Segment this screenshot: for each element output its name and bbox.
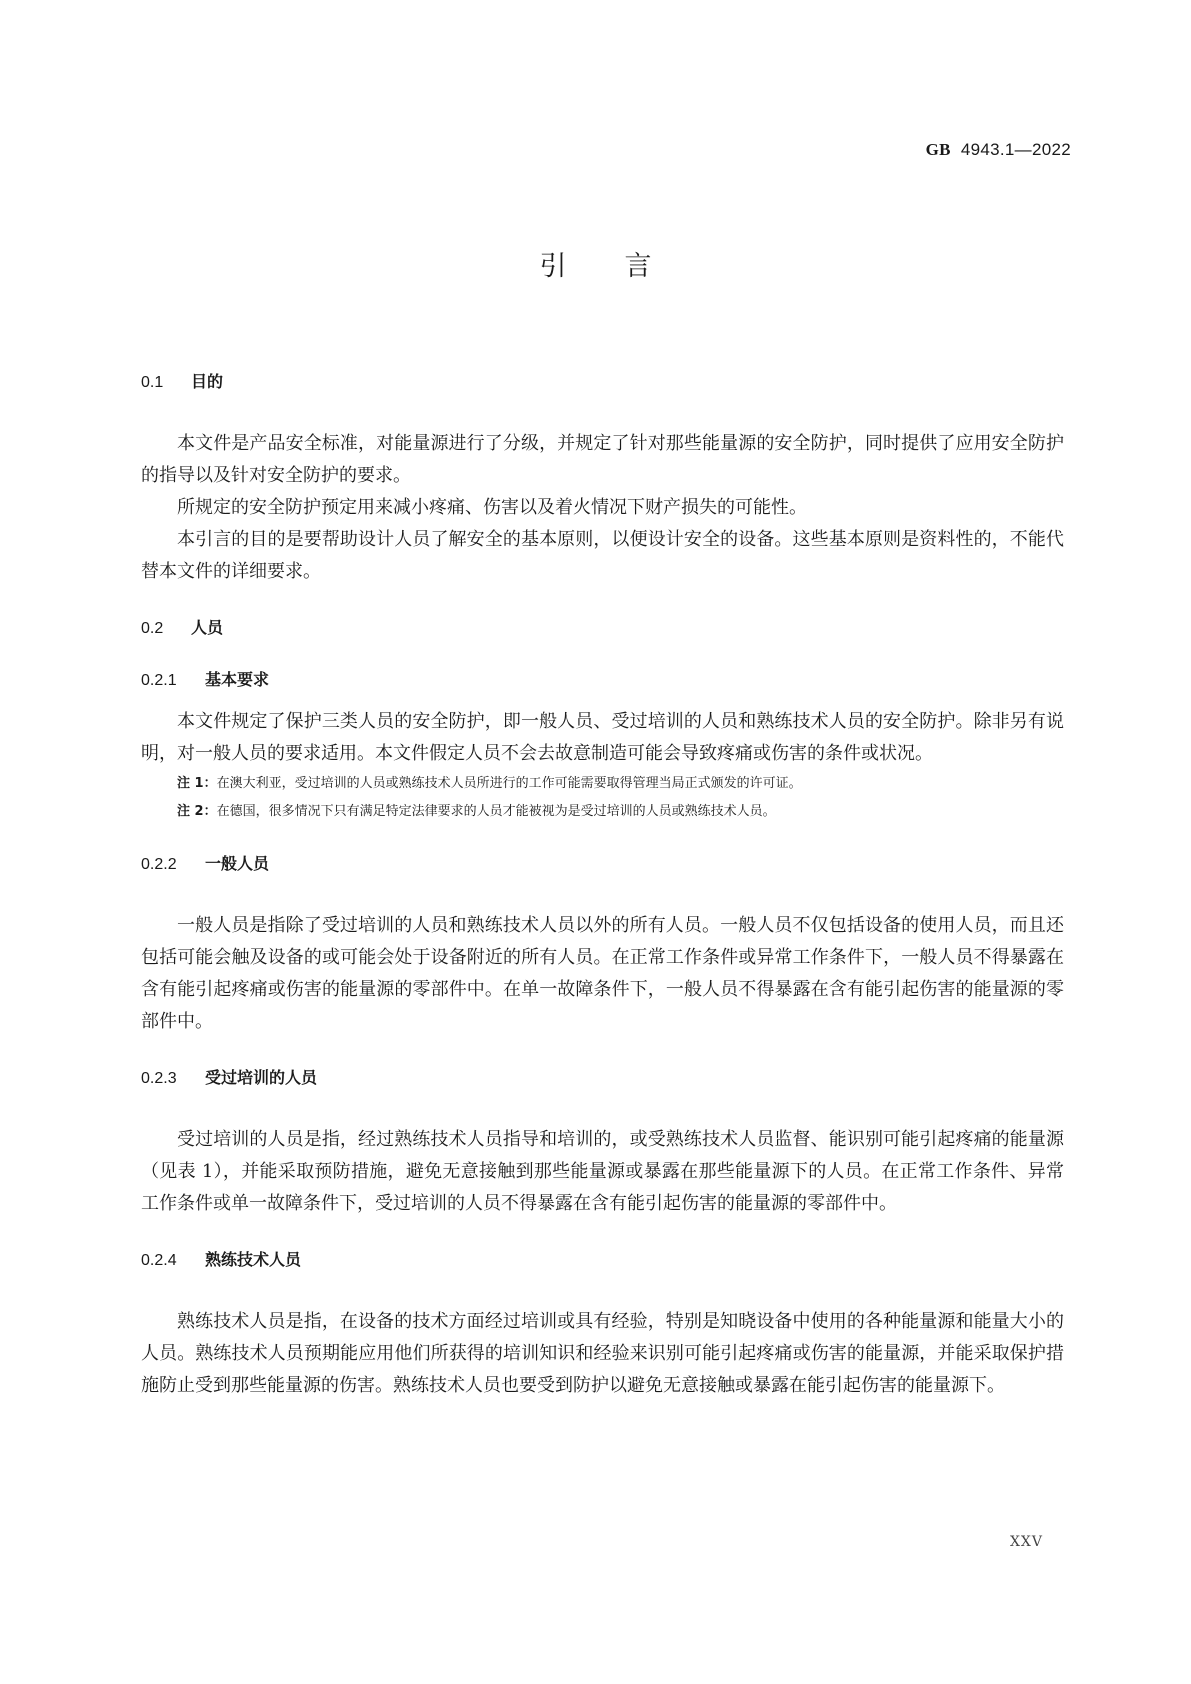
paragraph: 所规定的安全防护预定用来减小疼痛、伤害以及着火情况下财产损失的可能性。 (177, 497, 807, 518)
paragraph: 本文件是产品安全标准，对能量源进行了分级，并规定了针对那些能量源的安全防护，同时提供了应用安全防护的指导以及针对安全防护的要求。 (141, 433, 1064, 486)
standard-code (926, 140, 1071, 160)
section-number: 0.2.1 (141, 672, 177, 689)
section-heading-0-2 (141, 616, 1064, 640)
section-heading-0-2-1 (141, 668, 1064, 692)
section-number: 0.2.3 (141, 1070, 177, 1087)
section-title: 熟练技术人员 (205, 1250, 302, 1269)
note-label: 注 1： (177, 776, 217, 791)
standard-number: 4943.1—2022 (960, 140, 1071, 159)
document-body (141, 370, 1064, 1402)
section-number: 0.1 (141, 374, 164, 391)
section-heading-0-2-4 (141, 1248, 1064, 1272)
section-title: 目的 (191, 372, 224, 391)
section-title: 基本要求 (205, 670, 270, 689)
section-number: 0.2.4 (141, 1252, 177, 1269)
section-title: 人员 (191, 618, 224, 637)
section-heading-0-2-2 (141, 852, 1064, 876)
section-heading-0-2-3 (141, 1066, 1064, 1090)
standard-prefix: GB (925, 140, 951, 159)
page-number: XXV (1009, 1534, 1043, 1550)
section-heading-0-1 (141, 370, 1064, 394)
note-label: 注 2： (177, 804, 217, 819)
note-text: 在澳大利亚，受过培训的人员或熟练技术人员所进行的工作可能需要取得管理当局正式颁发的许可证。 (216, 776, 802, 791)
note-2 (141, 798, 1064, 826)
page-title: 引言 (539, 251, 710, 282)
section-title: 受过培训的人员 (205, 1068, 318, 1087)
note-1 (141, 770, 1064, 798)
section-title: 一般人员 (205, 854, 270, 873)
paragraph: 本引言的目的是要帮助设计人员了解安全的基本原则，以便设计安全的设备。这些基本原则是资料性的，不能代替本文件的详细要求。 (141, 529, 1064, 582)
section-number: 0.2 (141, 620, 164, 637)
section-number: 0.2.2 (141, 856, 177, 873)
paragraph: 受过培训的人员是指，经过熟练技术人员指导和培训的，或受熟练技术人员监督、能识别可能引起疼痛的能量源（见表 1），并能采取预防措施，避免无意接触到那些能量源或暴露在那些能量源下的人员。在正常工作条件、异常工作条件或单一故障条件下，受过培训的人员不得暴露在含有能引起伤害的能量源的零部件中。 (141, 1129, 1064, 1214)
paragraph: 本文件规定了保护三类人员的安全防护，即一般人员、受过培训的人员和熟练技术人员的安全防护。除非另有说明，对一般人员的要求适用。本文件假定人员不会去故意制造可能会导致疼痛或伤害的条件或状况。 (141, 711, 1064, 764)
paragraph: 熟练技术人员是指，在设备的技术方面经过培训或具有经验，特别是知晓设备中使用的各种能量源和能量大小的人员。熟练技术人员预期能应用他们所获得的培训知识和经验来识别可能引起疼痛或伤害的能量源，并能采取保护措施防止受到那些能量源的伤害。熟练技术人员也要受到防护以避免无意接触或暴露在能引起伤害的能量源下。 (141, 1311, 1064, 1396)
paragraph: 一般人员是指除了受过培训的人员和熟练技术人员以外的所有人员。一般人员不仅包括设备的使用人员，而且还包括可能会触及设备的或可能会处于设备附近的所有人员。在正常工作条件或异常工作条件下，一般人员不得暴露在含有能引起疼痛或伤害的能量源的零部件中。在单一故障条件下，一般人员不得暴露在含有能引起伤害的能量源的零部件中。 (141, 915, 1064, 1032)
note-text: 在德国，很多情况下只有满足特定法律要求的人员才能被视为是受过培训的人员或熟练技术人员。 (216, 804, 776, 819)
